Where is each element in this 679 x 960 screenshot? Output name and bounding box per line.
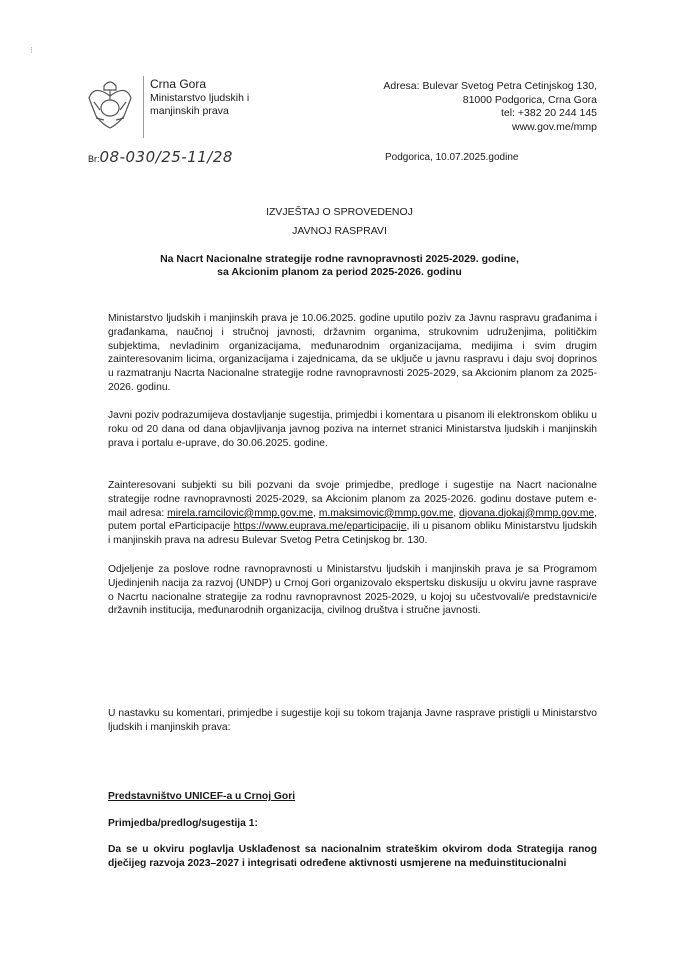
margin-mark: ⁝ <box>30 45 33 55</box>
paragraph-public-call: Javni poziv podrazumijeva dostavljanje sugestija, primjedbi i komentara u pisanom ili elektronskom obliku u roku od 20 dana od dana objavljivanja javnog poziva na internet stranici Ministarstva ljudskih i manjinskih prava i portalu e-uprave, do 30.06.2025. godine. <box>108 410 597 449</box>
ministry-line1: Ministarstvo ljudskih i <box>150 91 250 104</box>
comment-label: Primjedba/predlog/sugestija 1: <box>108 818 258 829</box>
ministry-block <box>150 78 249 119</box>
subtitle-line2: sa Akcionim planom za period 2025-2026. godinu <box>217 266 462 278</box>
title-line2: JAVNOJ RASPRAVI <box>292 225 387 237</box>
paragraph-intro-comments: U nastavku su komentari, primjedbe i sugestije koji su tokom trajanja Javne rasprave pristigli u Ministarstvo ljudskih i manjinskih prava: <box>108 708 597 733</box>
paragraph-invitation: Ministarstvo ljudskih i manjinskih prava je 10.06.2025. godine uputilo poziv za Javnu raspravu građanima i građankama, naučnoj i stručnoj javnosti, državnim organima, strukovnim udruženjima, političkim subjektima, nevladinim organizacijama, međunarodnim organizacijama, medijima i svim drugim zainteresovanim licima, organizacijama i zajednicama, da se uključe u javnu raspravu i daju svoj doprinos u razmatranju Nacrta Nacionalne strategije rodne ravnopravnosti 2025-2029, sa Akcionim planom za 2025-2026. godinu. <box>108 313 597 393</box>
comment-text: Da se u okviru poglavlja Usklađenost sa nacionalnim strateškim okvirom doda Strategija ranog dječijeg razvoja 2023–2027 i integrisati određene aktivnosti usmjerene na međuinstitucionalni <box>108 844 597 869</box>
paragraph-undp: Odjeljenje za poslove rodne ravnopravnosti u Ministarstvu ljudskih i manjinskih prava je sa Programom Ujedinjenih nacija za razvoj (UNDP) u Crnoj Gori organizovalo ekspertsku diskusiju u okviru javne rasprave o Nacrtu nacionalne strategije za rodnu ravnopravnost 2025-2029, u kojoj su učestvovali/e predstavnici/e državnih institucija, međunarodnih organizacija, civilnog društva i stručne javnosti. <box>108 564 597 617</box>
email-link-2[interactable]: m.maksimovic@mmp.gov.me <box>318 507 454 519</box>
header-divider <box>143 76 144 138</box>
email-link-3[interactable]: djovana.djokaj@mmp.gov.me <box>459 507 595 519</box>
reference-number: Br:08-030/25-11/28 <box>88 148 233 166</box>
paragraph-submission: Zainteresovani subjekti su bili pozvani da svoje primjedbe, predloge i sugestije na Nacrt nacionalne strategije rodne ravnopravnosti 2025-2029, sa Akcionim planom za 2025-2026. godinu dostave putem e-mail adresa: mirela.ramcilovic@mmp.gov.me, m.maksimovic@mmp.gov.me, djovana.djokaj@mmp.gov.me, putem portal eParticipacije https://www.euprava.me/eparticipacije, ili u pisanom obliku Ministarstvu ljudskih i manjinskih prava na adresu Bulevar Svetog Petra Cetinjskog br. 130. <box>108 480 597 547</box>
address-line1: Adresa: Bulevar Svetog Petra Cetinjskog 130, <box>383 80 597 92</box>
handwritten-number: 08-030/25-11/28 <box>99 148 233 166</box>
title-line1: IZVJEŠTAJ O SPROVEDENOJ <box>266 206 413 218</box>
address-line2: 81000 Podgorica, Crna Gora <box>462 93 597 106</box>
section-heading: Predstavništvo UNICEF-a u Crnoj Gori <box>108 791 296 802</box>
ministry-line2: manjinskih prava <box>150 105 229 117</box>
date: Podgorica, 10.07.2025.godine <box>385 152 519 163</box>
website[interactable]: www.gov.me/mmp <box>512 120 597 133</box>
coat-of-arms-logo <box>86 76 134 132</box>
email-link-1[interactable]: mirela.ramcilovic@mmp.gov.me <box>167 507 314 519</box>
subtitle-line1: Na Nacrt Nacionalne strategije rodne ravnopravnosti 2025-2029. godine, <box>160 253 519 265</box>
phone: tel: +382 20 244 145 <box>500 107 597 119</box>
portal-link[interactable]: https://www.euprava.me/eparticipacije <box>233 521 407 533</box>
address-block <box>383 80 597 134</box>
country-name: Crna Gora <box>150 77 207 91</box>
